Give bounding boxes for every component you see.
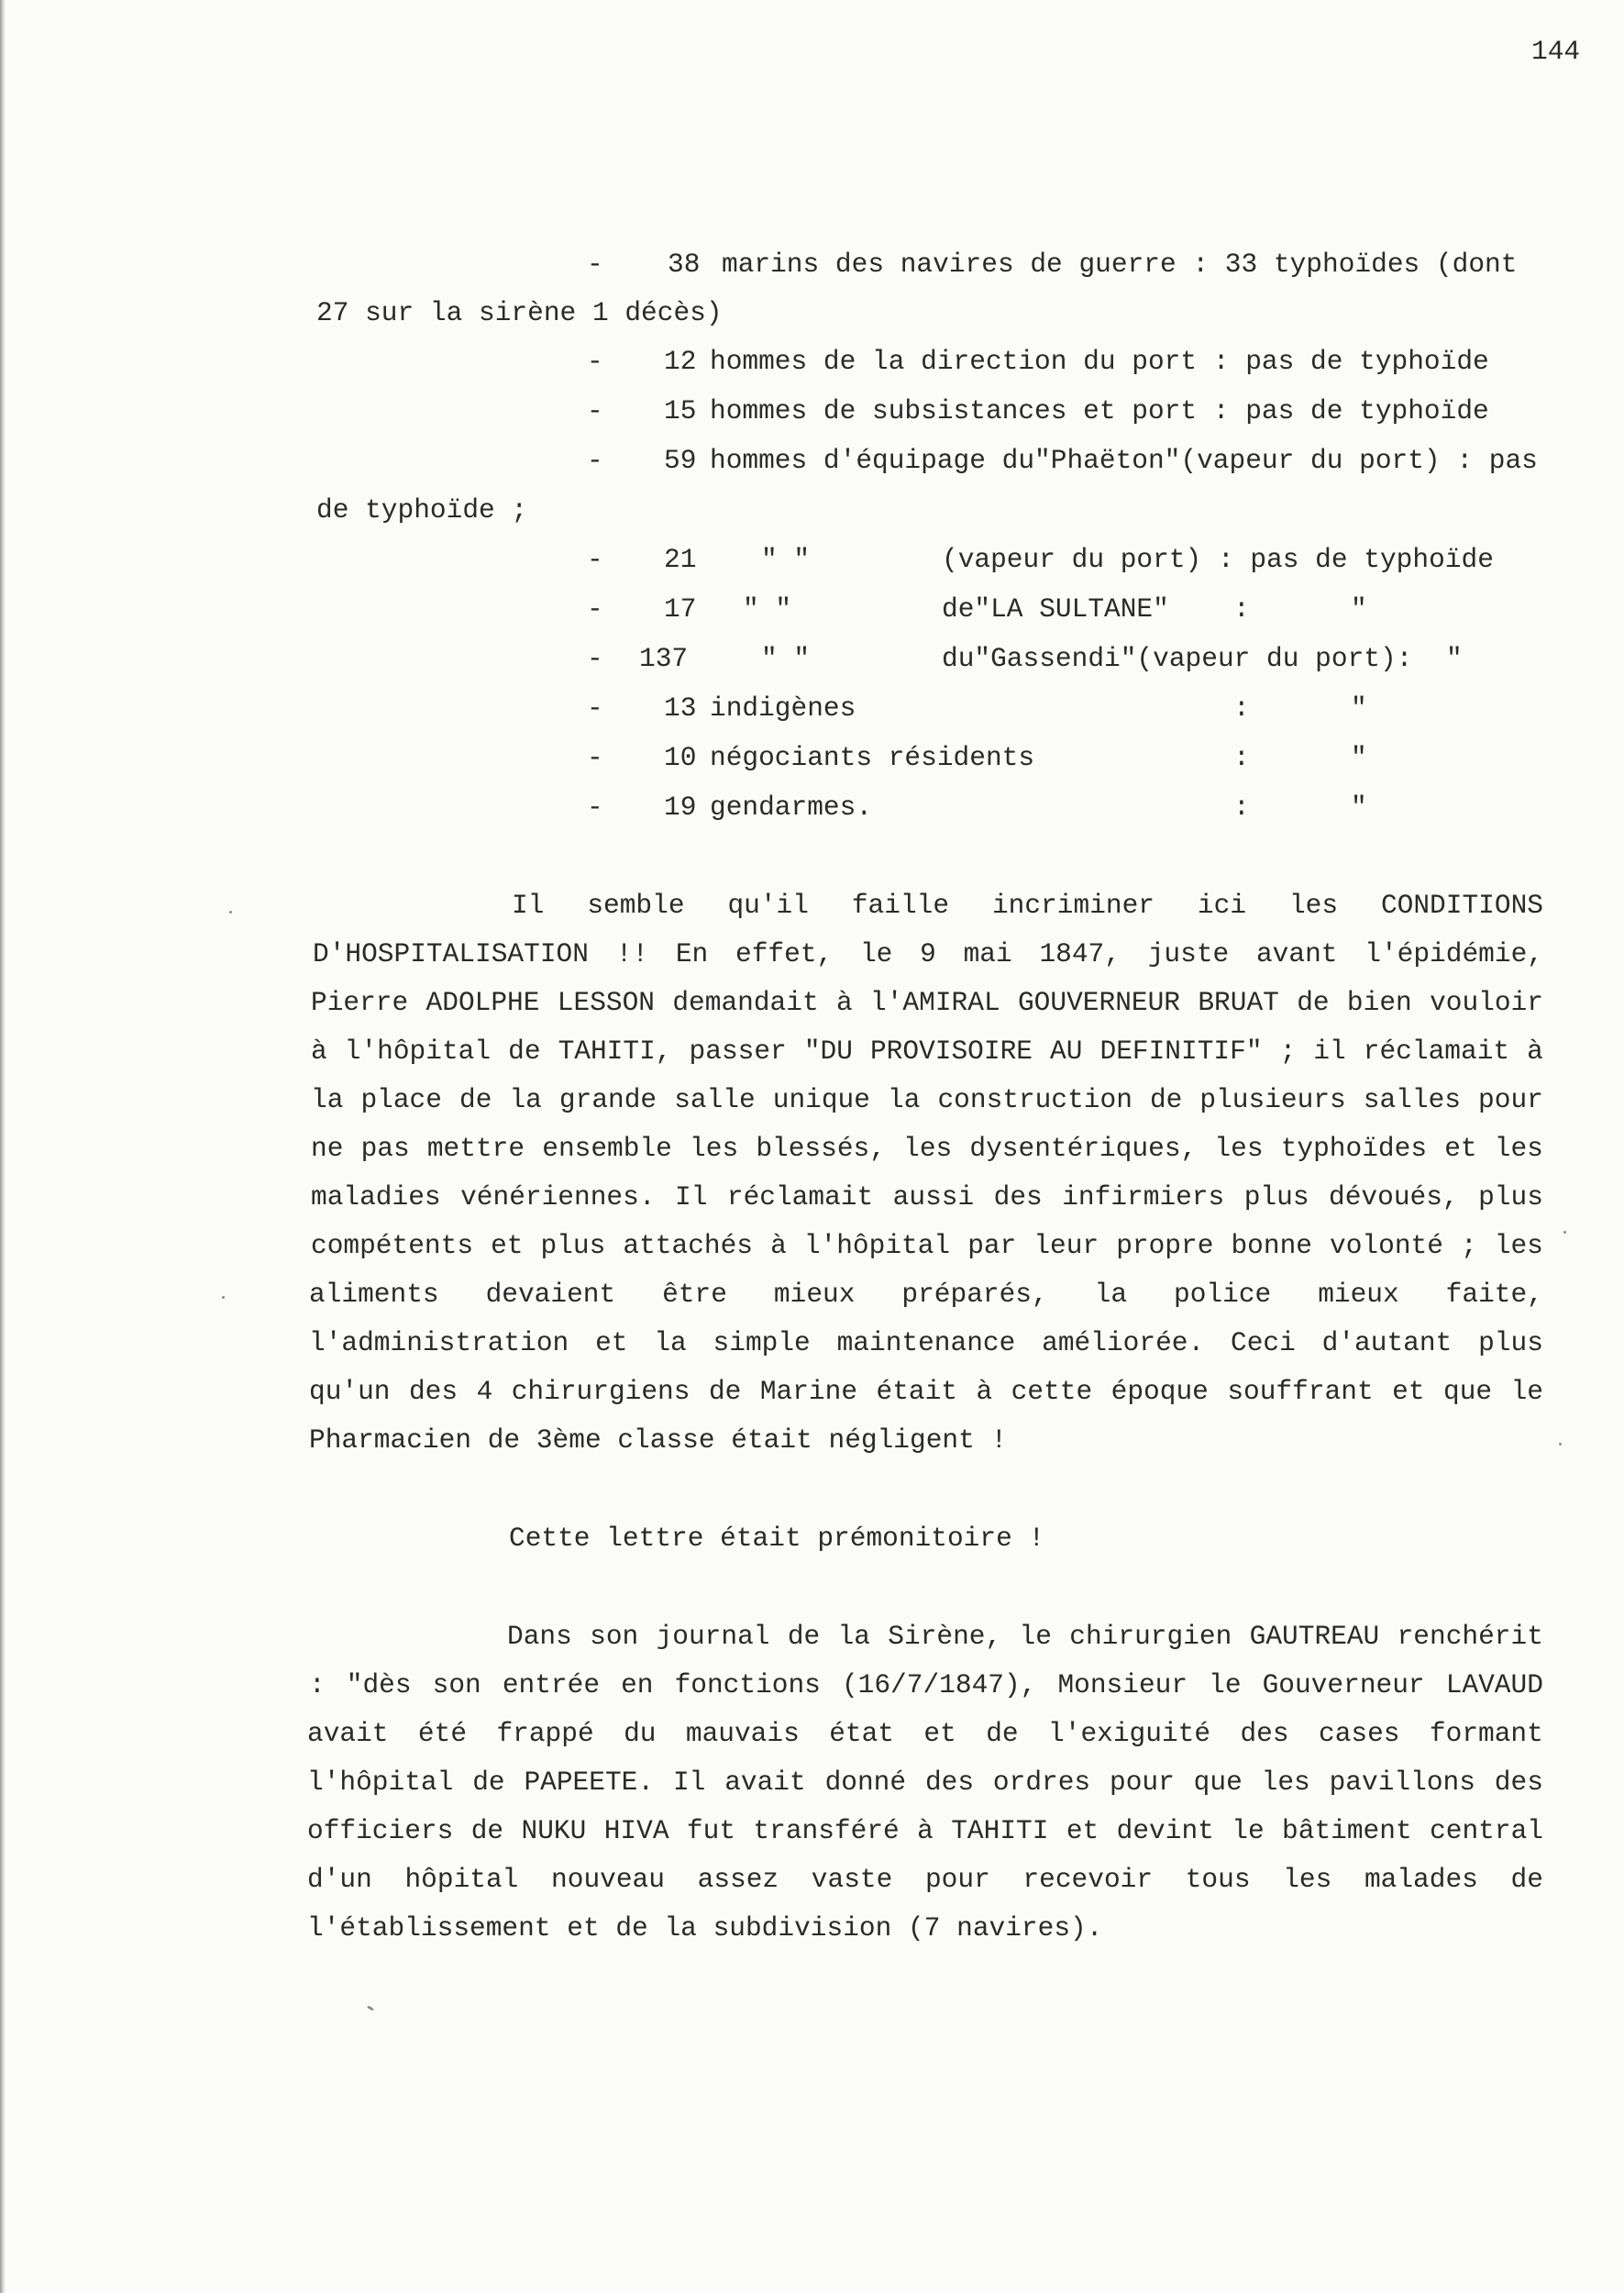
list-num: 13 xyxy=(664,692,697,724)
list-item-text: hommes d'équipage du"Phaëton"(vapeur du port) : pas xyxy=(710,445,1538,476)
paragraph-line: l'hôpital de PAPEETE. Il avait donné des ordres pour que les pavillons des xyxy=(307,1767,1543,1798)
list-dash: - xyxy=(587,395,603,426)
list-dash: - xyxy=(587,544,603,575)
paragraph-short: Cette lettre était prémonitoire ! xyxy=(509,1523,1045,1554)
paragraph-line: maladies vénériennes. Il réclamait aussi des infirmiers plus dévoués, plus xyxy=(311,1181,1543,1213)
list-ditto-mark: " xyxy=(1351,792,1367,823)
list-colon: : xyxy=(1233,792,1250,823)
paragraph-line: qu'un des 4 chirurgiens de Marine était à cette époque souffrant et que le xyxy=(309,1376,1543,1407)
scan-edge xyxy=(0,0,6,2293)
list-item-text: (vapeur du port) : pas de typhoïde xyxy=(942,544,1494,575)
list-continuation: 27 sur la sirène 1 décès) xyxy=(316,297,723,328)
scan-speck xyxy=(1563,1231,1566,1234)
list-continuation: de typhoïde ; xyxy=(316,494,528,526)
paragraph-line: Il semble qu'il faille incriminer ici les CONDITIONS xyxy=(512,890,1543,921)
scan-speck xyxy=(367,2005,374,2011)
list-item-text: de"LA SULTANE" xyxy=(942,593,1169,625)
paragraph-last-line: Pharmacien de 3ème classe était négligent ! xyxy=(309,1424,1008,1456)
list-dash: - xyxy=(587,346,603,377)
list-ditto-mark: " xyxy=(1351,593,1367,625)
list-dash: - xyxy=(587,445,603,476)
paragraph-line: D'HOSPITALISATION !! En effet, le 9 mai 1847, juste avant l'épidémie, xyxy=(313,938,1543,969)
list-ditto-mark: " xyxy=(1446,643,1463,674)
paragraph-line: à l'hôpital de TAHITI, passer "DU PROVISOIRE AU DEFINITIF" ; il réclamait à xyxy=(311,1036,1543,1067)
list-num: 17 xyxy=(664,593,697,625)
paragraph-line: la place de la grande salle unique la construction de plusieurs salles pour xyxy=(311,1084,1543,1115)
list-item-text: du"Gassendi"(vapeur du port): xyxy=(942,643,1413,674)
paragraph-line: ne pas mettre ensemble les blessés, les dysentériques, les typhoïdes et les xyxy=(311,1133,1543,1164)
list-num: 137 xyxy=(639,643,689,674)
paragraph-line: Pierre ADOLPHE LESSON demandait à l'AMIRAL GOUVERNEUR BRUAT de bien vouloir xyxy=(311,987,1543,1018)
list-colon: : xyxy=(1233,692,1250,724)
page-number: 144 xyxy=(1531,36,1581,67)
paragraph-line: officiers de NUKU HIVA fut transféré à TAHITI et devint le bâtiment central xyxy=(307,1815,1543,1846)
list-ditto-mark: " xyxy=(1351,692,1367,724)
paragraph-last-line: l'établissement et de la subdivision (7 navires). xyxy=(307,1912,1103,1944)
scan-speck xyxy=(222,1296,225,1299)
list-dash: - xyxy=(587,643,603,674)
list-num: 59 xyxy=(664,445,697,476)
paragraph-line: l'administration et la simple maintenance améliorée. Ceci d'autant plus xyxy=(309,1327,1543,1358)
scan-speck xyxy=(1559,1443,1562,1446)
list-num: 12 xyxy=(664,346,697,377)
scan-speck xyxy=(229,911,232,914)
list-num: 21 xyxy=(664,544,697,575)
list-item-text: marins des navires de guerre : 33 typhoïdes (dont xyxy=(722,249,1518,280)
list-dash: - xyxy=(587,692,603,724)
paragraph-line: avait été frappé du mauvais état et de l'exiguité des cases formant xyxy=(307,1718,1543,1749)
list-ditto: " " xyxy=(743,593,792,625)
list-ditto: " " xyxy=(761,544,811,575)
paragraph-line: Dans son journal de la Sirène, le chirurgien GAUTREAU renchérit xyxy=(507,1621,1543,1652)
list-item-text: négociants résidents xyxy=(710,742,1035,773)
list-num: 38 xyxy=(668,249,701,280)
list-ditto-mark: " xyxy=(1351,742,1367,773)
list-dash: - xyxy=(587,593,603,625)
list-dash: - xyxy=(587,742,603,773)
list-item-text: hommes de subsistances et port : pas de typhoïde xyxy=(710,395,1489,426)
paragraph-line: aliments devaient être mieux préparés, la police mieux faite, xyxy=(309,1279,1543,1310)
list-colon: : xyxy=(1233,593,1250,625)
list-ditto: " " xyxy=(761,643,811,674)
list-dash: - xyxy=(587,792,603,823)
paragraph-line: d'un hôpital nouveau assez vaste pour recevoir tous les malades de xyxy=(307,1864,1543,1895)
list-item-text: gendarmes. xyxy=(710,792,873,823)
list-item-text: indigènes xyxy=(710,692,856,724)
list-colon: : xyxy=(1233,742,1250,773)
list-num: 15 xyxy=(664,395,697,426)
list-num: 10 xyxy=(664,742,697,773)
list-item-text: hommes de la direction du port : pas de typhoïde xyxy=(710,346,1489,377)
list-num: 19 xyxy=(664,792,697,823)
paragraph-line: : "dès son entrée en fonctions (16/7/1847), Monsieur le Gouverneur LAVAUD xyxy=(309,1669,1543,1700)
list-dash: - xyxy=(587,249,603,280)
paragraph-line: compétents et plus attachés à l'hôpital par leur propre bonne volonté ; les xyxy=(311,1230,1543,1261)
